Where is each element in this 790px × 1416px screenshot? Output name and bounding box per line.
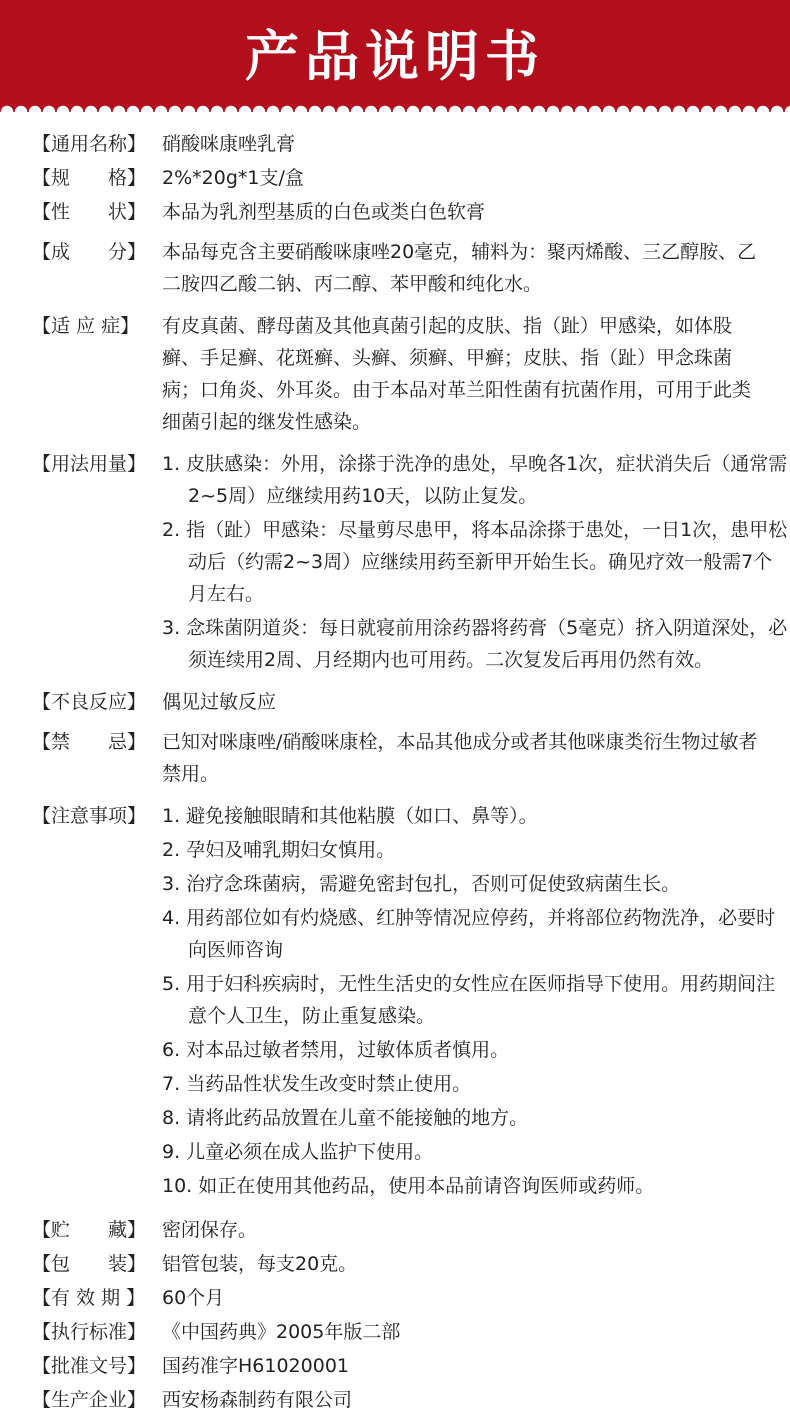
section-label: 【适 应 症】 (32, 315, 140, 337)
section-value: 国药准字H61020001 (162, 1355, 349, 1377)
section-shelf-life (0, 1282, 790, 1314)
list-item: 10. 如正在使用其他药品，使用本品前请咨询医师或药师。 (162, 1175, 655, 1197)
section-value: 硝酸咪康唑乳膏 (162, 133, 296, 155)
section-label: 【性 状】 (32, 201, 147, 223)
section-label: 【规 格】 (32, 167, 147, 189)
section-label: 【执行标准】 (32, 1321, 147, 1343)
section-value: 密闭保存。 (162, 1219, 258, 1241)
list-item: 6. 对本品过敏者禁用，过敏体质者慎用。 (162, 1039, 510, 1061)
list-item: 1. 皮肤感染：外用，涂搽于洗净的患处，早晚各1次，症状消失后（通常需2~5周）应继续用药10天，以防止复发。 (162, 453, 788, 507)
section-packaging (0, 1248, 790, 1280)
list-item: 3. 治疗念珠菌病，需避免密封包扎，否则可促使致病菌生长。 (162, 873, 681, 895)
section-label: 【用法用量】 (32, 453, 147, 475)
list-item: 3. 念珠菌阴道炎：每日就寝前用涂药器将药膏（5毫克）挤入阴道深处，必须连续用2周、月经期内也可用药。二次复发后再用仍然有效。 (162, 617, 788, 671)
section-label: 【有 效 期 】 (32, 1287, 146, 1309)
list-item: 2. 指（趾）甲感染：尽量剪尽患甲，将本品涂搽于患处，一日1次，患甲松动后（约需2~3周）应继续用药至新甲开始生长。确见疗效一般需7个月左右。 (162, 519, 788, 605)
section-indications (0, 310, 790, 438)
section-value: 2%*20g*1支/盒 (162, 167, 304, 189)
section-label: 【通用名称】 (32, 133, 147, 155)
section-precautions (0, 800, 790, 1202)
section-label: 【注意事项】 (32, 805, 147, 827)
list-item: 7. 当药品性状发生改变时禁止使用。 (162, 1073, 472, 1095)
section-ingredients (0, 236, 790, 300)
section-value: 《中国药典》2005年版二部 (162, 1321, 401, 1343)
section-value: 偶见过敏反应 (162, 691, 277, 713)
section-manufacturer (0, 1384, 790, 1416)
list-item: 5. 用于妇科疾病时，无性生活史的女性应在医师指导下使用。用药期间注意个人卫生，防止重复感染。 (162, 973, 776, 1027)
list-item: 8. 请将此药品放置在儿童不能接触的地方。 (162, 1107, 529, 1129)
list-item: 1. 避免接触眼睛和其他粘膜（如口、鼻等）。 (162, 805, 538, 827)
section-adverse-reactions (0, 686, 790, 718)
section-dosage (0, 448, 790, 676)
section-value: 本品每克含主要硝酸咪康唑20毫克，辅料为：聚丙烯酸、三乙醇胺、乙二胺四乙酸二钠、丙二醇、苯甲酸和纯化水。 (162, 241, 757, 295)
section-value: 有皮真菌、酵母菌及其他真菌引起的皮肤、指（趾）甲感染，如体股癣、手足癣、花斑癣、头癣、须癣、甲癣；皮肤、指（趾）甲念珠菌病；口角炎、外耳炎。由于本品对革兰阳性菌有抗菌作用，可用于此类细菌引起的继发性感染。 (162, 315, 752, 433)
header-banner (0, 0, 790, 112)
section-approval-number (0, 1350, 790, 1382)
scalloped-edge (0, 98, 790, 112)
section-value: 铝管包装，每支20克。 (162, 1253, 358, 1275)
section-label: 【批准文号】 (32, 1355, 147, 1377)
section-label: 【禁 忌】 (32, 731, 147, 753)
section-value: 已知对咪康唑/硝酸咪康栓，本品其他成分或者其他咪康类衍生物过敏者禁用。 (162, 731, 758, 785)
section-storage (0, 1214, 790, 1246)
section-value: 60个月 (162, 1287, 225, 1309)
instructions-body (0, 128, 790, 1416)
section-standard (0, 1316, 790, 1348)
page-title: 产品说明书 (245, 25, 545, 88)
section-label: 【贮 藏】 (32, 1219, 147, 1241)
section-value: 西安杨森制药有限公司 (162, 1389, 353, 1411)
section-label: 【包 装】 (32, 1253, 147, 1275)
section-value: 本品为乳剂型基质的白色或类白色软膏 (162, 201, 486, 223)
section-label: 【成 分】 (32, 241, 147, 263)
section-generic-name (0, 128, 790, 160)
list-item: 9. 儿童必须在成人监护下使用。 (162, 1141, 434, 1163)
list-item: 4. 用药部位如有灼烧感、红肿等情况应停药，并将部位药物洗净，必要时向医师咨询 (162, 907, 776, 961)
section-label: 【不良反应】 (32, 691, 147, 713)
list-item: 2. 孕妇及哺乳期妇女慎用。 (162, 839, 396, 861)
section-label: 【生产企业】 (32, 1389, 147, 1411)
section-specification (0, 162, 790, 194)
section-appearance (0, 196, 790, 228)
section-contraindications (0, 726, 790, 790)
